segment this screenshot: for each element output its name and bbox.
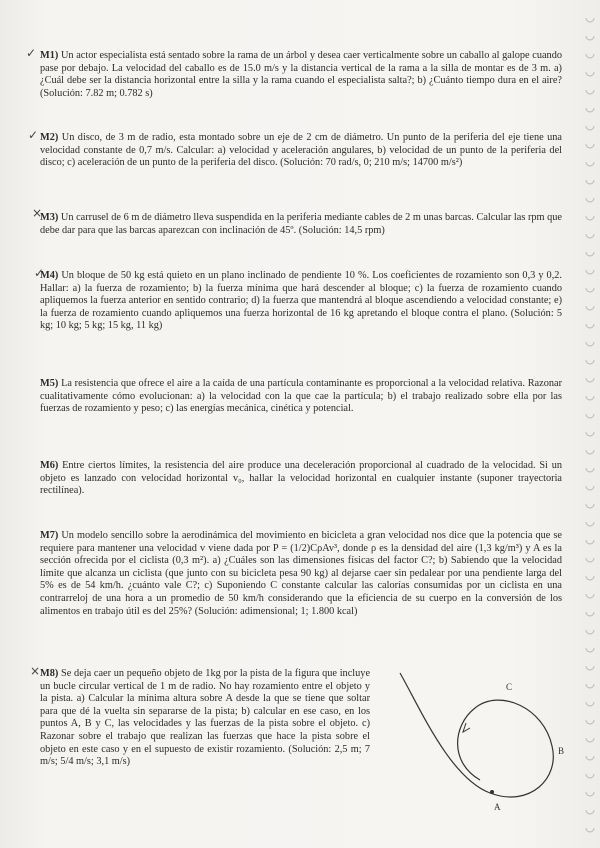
problem-m2: [40, 132, 562, 170]
problem-text: Un carrusel de 6 m de diámetro lleva suspendida en la periferia mediante cables de 2 m unas barcas. Calcular las rpm que debe dar para que las barcas aparezcan con inclinación de 45º. (Solución: 14,5 rpm): [40, 212, 563, 236]
problem-m6: [40, 460, 562, 498]
problem-text: La resistencia que ofrece el aire a la caída de una partícula contaminante es proporcional a la velocidad relativa. Razonar cualitativamente cómo evolucionan: a) la velocidad con la que cae la partícula; b) el trabajo realizado sobre ella por las fuerzas de rozamiento y peso; c) las energías mecánica, cinética y potencial.: [40, 378, 562, 415]
problem-code: M2): [40, 132, 59, 143]
check-mark: ✓: [26, 46, 37, 60]
problem-m1: [40, 50, 562, 100]
problem-code: M5): [40, 378, 59, 389]
problem-m7: [40, 530, 562, 618]
problem-code: M3): [40, 212, 59, 223]
problem-text: Un bloque de 50 kg está quieto en un plano inclinado de pendiente 10 %. Los coeficientes de rozamiento son 0,3 y 0,2. Hallar: a) la fuerza de rozamiento; b) la fuerza mínima que hará descender al bloque; c) la fuerza de rozamiento cuando apliquemos la fuerza anterior en sentido contrario; d) la fuerza que mantendrá al bloque ascendiendo a velocidad constante; e) la fuerza de rozamiento cuando apliquemos una fuerza horizontal de 16 kg apretando el bloque contra el plano. (Solución: 5 kg; 10 kg; 5 kg; 15 kg, 11 kg): [40, 270, 562, 332]
spiral-binding: [584, 8, 596, 838]
object-marker: [490, 790, 494, 794]
problem-text: Un actor especialista está sentado sobre la rama de un árbol y desea caer verticalmente sobre un caballo al galope cuando pase por debajo. La velocidad del caballo es de 15.0 m/s y la distancia vertical de la rama a la silla de montar es de 3 m. a) ¿Cuál debe ser la distancia horizontal entre la silla y la rama cuando el especialista salta?; b) ¿Cuánto tiempo dura en el aire? (Solución: 7.82 m; 0.782 s): [40, 50, 562, 99]
label-a: A: [494, 802, 501, 812]
problem-text: Un modelo sencillo sobre la aerodinámica del movimiento en bicicleta a gran velocidad nos dice que la potencia que se requiere para mantener una velocidad v viene dada por P = (1/2)CρAv³, donde ρ es la densidad del aire (1,3 kg/m³) y A es la sección ofrecida por el ciclista (0,3 m²). a) ¿Cuáles son las dimensiones físicas del factor C?; b) Sabiendo que la velocidad límite que alcanza un ciclista (que junto con su bicicleta pesa 90 kg) al dejarse caer sin pedalear por una pendiente larga del 5% es de 54 km/h. ¿cuánto vale C?; c) Suponiendo C constante calcular las calorías consumidas por un ciclista en una contrarreloj de una hora a un promedio de 50 km/h considerando que la eficiencia de su cuerpo en la conversión de los alimentos en trabajo útil es del 25%? (Solución: adimensional; 1; 1.800 kcal): [40, 530, 562, 617]
problem-code: M1): [40, 50, 59, 61]
problem-m8: [40, 668, 370, 769]
cross-mark: ×: [32, 206, 43, 220]
problem-code: M8): [40, 668, 59, 679]
problem-code: M4): [40, 270, 59, 281]
cross-mark: ×: [30, 664, 41, 678]
check-mark: ✓: [28, 128, 39, 142]
problem-m5: [40, 378, 562, 416]
label-c: C: [506, 682, 513, 692]
track-arrow: [463, 723, 470, 732]
label-b: B: [558, 746, 565, 756]
check-mark: ✓: [34, 266, 45, 280]
problem-text: Un disco, de 3 m de radio, esta montado sobre un eje de 2 cm de diámetro. Un punto de la periferia del eje tiene una velocidad constante de 0,7 m/s. Calcular: a) velocidad y aceleración angulares, b) velocidad de un punto de la periferia del disco; c) aceleración de un punto de la periferia del disco. (Solución: 70 rad/s, 0; 210 m/s; 14700 m/s²): [40, 132, 562, 169]
problem-code: M7): [40, 530, 59, 541]
problem-text: Entre ciertos límites, la resistencia del aire produce una deceleración proporcional al cuadrado de la velocidad. Si un objeto es lanzado con velocidad horizontal v₀, hallar la velocidad horizontal en cualquier instante (suponer trayectoria rectilínea).: [40, 460, 562, 497]
track-path: [400, 673, 553, 797]
problem-text: Se deja caer un pequeño objeto de 1kg por la pista de la figura que incluye un bucle circular vertical de 1 m de radio. No hay rozamiento entre el objeto y la pista. a) Calcular la mínima altura sobre A desde la que se tiene que soltar para que dé la vuelta sin separarse de la pista; b) calcular en ese caso, en los puntos A, B y C, las velocidades y las fuerzas de la pista sobre el objeto. c) Razonar sobre el trabajo que realizan las fuerzas que hace la pista sobre el objeto en este caso y en el supuesto de existir rozamiento. (Solución: 2,5 m; 7 m/s; 5/4 m/s; 3,1 m/s): [40, 668, 371, 768]
problem-m3: [40, 212, 562, 237]
problem-code: M6): [40, 460, 59, 471]
problem-m4: [40, 270, 562, 333]
loop-track-figure: [380, 668, 570, 818]
